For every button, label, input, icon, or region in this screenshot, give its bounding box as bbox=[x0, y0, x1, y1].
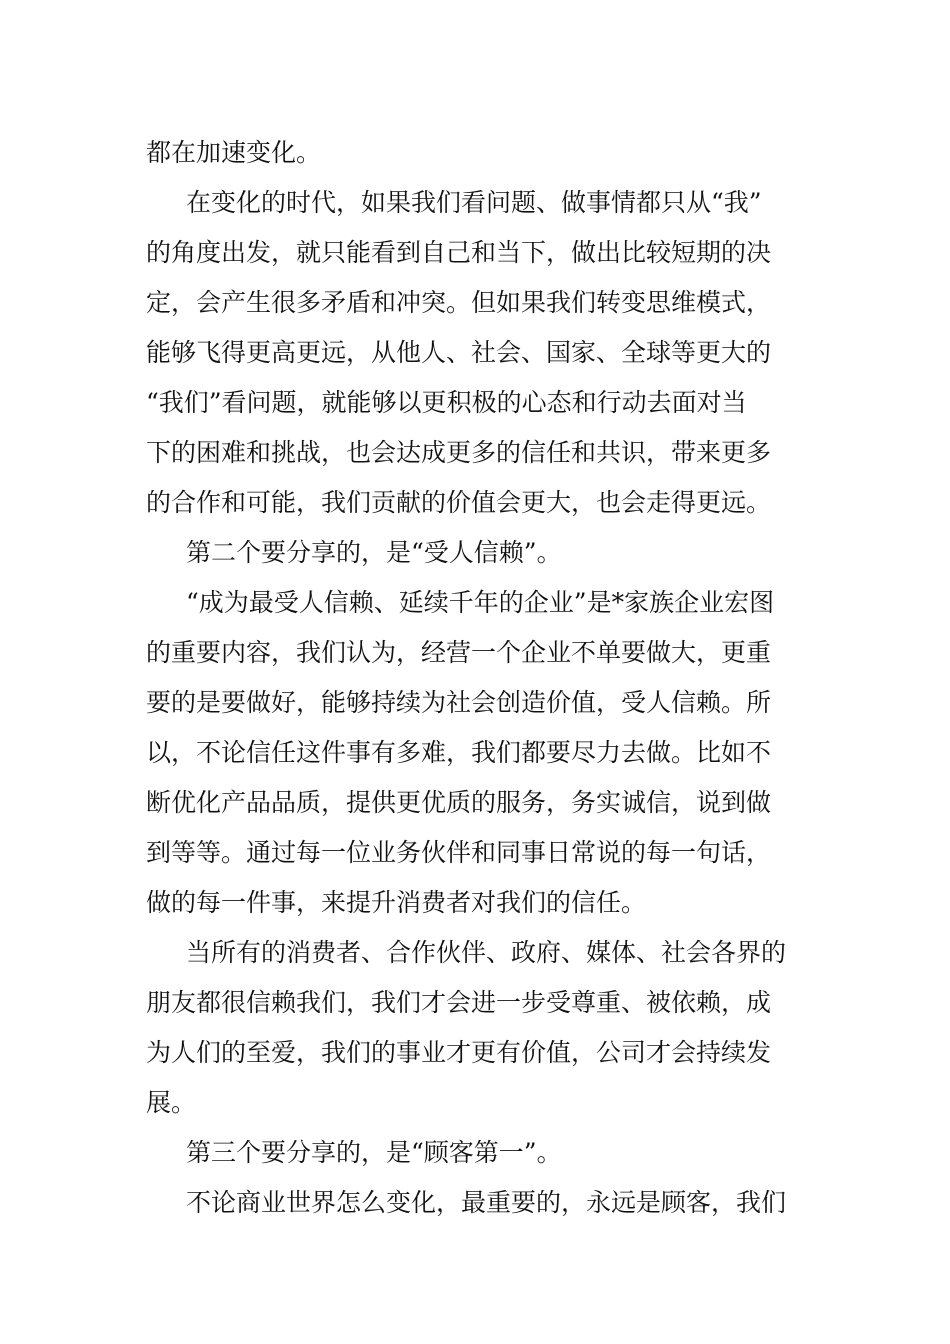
text-line-20: 展。 bbox=[146, 1088, 197, 1117]
text-line-13: 以，不论信任这件事有多难，我们都要尽力去做。比如不 bbox=[146, 738, 772, 767]
text-line-11: 的重要内容，我们认为，经营一个企业不单要做大，更重 bbox=[146, 638, 772, 667]
text-line-4: 定，会产生很多矛盾和冲突。但如果我们转变思维模式， bbox=[146, 288, 772, 317]
text-line-5: 能够飞得更高更远，从他人、社会、国家、全球等更大的 bbox=[146, 338, 772, 367]
text-line-19: 为人们的至爱，我们的事业才更有价值，公司才会持续发 bbox=[146, 1038, 772, 1067]
text-line-8: 的合作和可能，我们贡献的价值会更大，也会走得更远。 bbox=[146, 488, 772, 517]
text-line-14: 断优化产品品质，提供更优质的服务，务实诚信，说到做 bbox=[146, 788, 772, 817]
text-line-1: 都在加速变化。 bbox=[146, 138, 322, 167]
text-line-15: 到等等。通过每一位业务伙伴和同事日常说的每一句话， bbox=[146, 838, 772, 867]
text-line-10: “成为最受人信赖、延续千年的企业”是*家族企业宏图 bbox=[186, 588, 775, 617]
text-line-6: “我们”看问题，就能够以更积极的心态和行动去面对当 bbox=[146, 388, 747, 417]
document-body bbox=[146, 128, 816, 1228]
text-line-18: 朋友都很信赖我们，我们才会进一步受尊重、被依赖，成 bbox=[146, 988, 772, 1017]
text-line-9: 第二个要分享的，是“受人信赖”。 bbox=[186, 538, 562, 567]
text-line-22: 不论商业世界怎么变化，最重要的，永远是顾客，我们 bbox=[186, 1188, 787, 1217]
text-line-21: 第三个要分享的，是“顾客第一”。 bbox=[186, 1138, 562, 1167]
text-line-7: 下的困难和挑战，也会达成更多的信任和共识，带来更多 bbox=[146, 438, 772, 467]
text-line-3: 的角度出发，就只能看到自己和当下，做出比较短期的决 bbox=[146, 238, 772, 267]
text-line-16: 做的每一件事，来提升消费者对我们的信任。 bbox=[146, 888, 647, 917]
text-line-12: 要的是要做好，能够持续为社会创造价值，受人信赖。所 bbox=[146, 688, 772, 717]
text-line-2: 在变化的时代，如果我们看问题、做事情都只从“我” bbox=[186, 188, 762, 217]
text-line-17: 当所有的消费者、合作伙伴、政府、媒体、社会各界的 bbox=[186, 938, 787, 967]
